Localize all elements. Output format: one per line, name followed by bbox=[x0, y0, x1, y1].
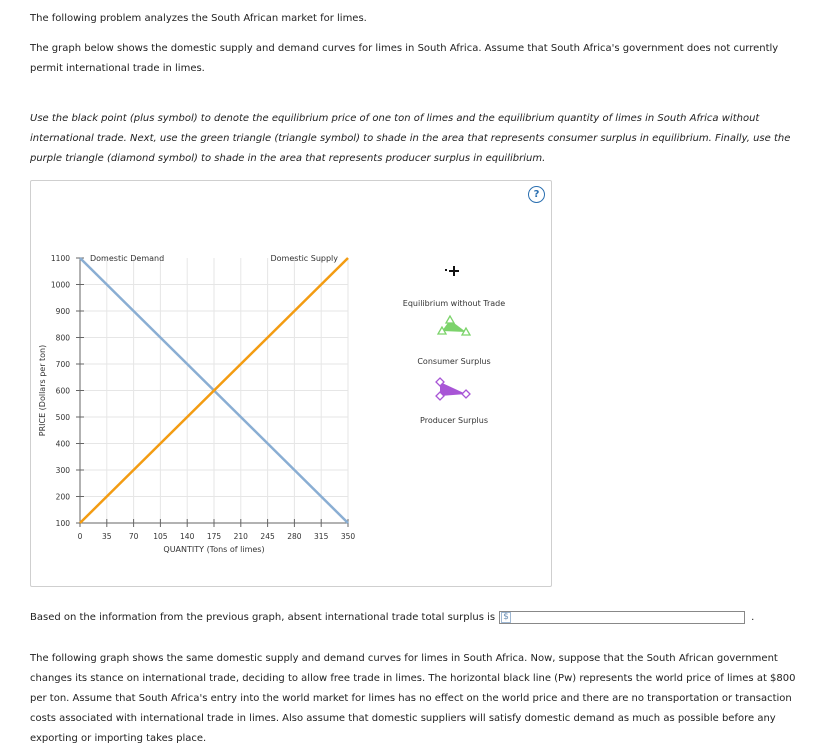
consumer-surplus-tool-label: Consumer Surplus bbox=[417, 357, 491, 366]
triangle-vertex-icon bbox=[446, 316, 454, 323]
currency-symbol: $ bbox=[503, 612, 509, 622]
x-tick-label: 105 bbox=[153, 532, 168, 541]
y-tick-label: 700 bbox=[55, 360, 70, 369]
x-tick-label: 315 bbox=[314, 532, 329, 541]
equilibrium-dot-icon bbox=[445, 269, 447, 271]
x-tick-label: 210 bbox=[233, 532, 248, 541]
x-tick-label: 245 bbox=[260, 532, 275, 541]
question-suffix: . bbox=[751, 612, 755, 623]
followup-text: The following graph shows the same domestic supply and demand curves for limes in South Africa. Now, suppose that the South African government changes its stance on international trade, deciding to allow free trade in limes. The horizontal black line (Pw) represents the world price of limes at $800 per ton. Assume that South Africa's entry into the world market for limes has no effect on the world price and there are no transportation or transaction costs associated with international trade in limes. Also assume that domestic suppliers will satisfy domestic demand as much as possible before any exporting or importing takes place. bbox=[30, 653, 796, 744]
x-axis-label: QUANTITY (Tons of limes) bbox=[163, 545, 265, 554]
y-tick-label: 200 bbox=[55, 492, 70, 502]
equilibrium-tool-label: Equilibrium without Trade bbox=[402, 299, 506, 308]
graph-intro-text: The graph below shows the domestic supply and demand curves for limes in South Africa. Assume that South Africa's government does not currently permit international trade in limes. bbox=[30, 43, 779, 74]
y-tick-label: 1100 bbox=[50, 254, 70, 263]
x-tick-label: 35 bbox=[102, 532, 112, 541]
instructions-text: Use the black point (plus symbol) to denote the equilibrium price of one ton of limes and the equilibrium quantity of limes in South Africa without international trade. Next, use the green triangle (triangle symbol) to shade in the area that represents consumer surplus in equilibrium. Finally, use the purple triangle (diamond symbol) to shade in the area that represents producer surplus in equilibrium. bbox=[30, 113, 791, 164]
y-tick-label: 400 bbox=[55, 439, 70, 449]
supply-demand-chart[interactable] bbox=[31, 181, 551, 586]
x-tick-label: 350 bbox=[340, 532, 356, 541]
x-tick-label: 70 bbox=[128, 532, 139, 541]
y-tick-label: 900 bbox=[55, 307, 70, 316]
y-axis-label: PRICE (Dollars per ton) bbox=[38, 344, 47, 437]
y-tick-label: 800 bbox=[55, 333, 70, 343]
y-tick-label: 500 bbox=[55, 413, 70, 422]
total-surplus-field[interactable] bbox=[499, 611, 745, 624]
y-tick-label: 600 bbox=[55, 386, 70, 396]
y-tick-label: 300 bbox=[55, 466, 70, 475]
equilibrium-plus-icon[interactable] bbox=[449, 266, 459, 276]
producer-surplus-tool-label: Producer Surplus bbox=[420, 416, 488, 425]
x-tick-label: 140 bbox=[180, 532, 195, 541]
y-tick-label: 100 bbox=[55, 519, 70, 528]
question-prefix: Based on the information from the previous graph, absent international trade total surplus is bbox=[30, 612, 496, 623]
x-tick-label: 0 bbox=[77, 532, 83, 541]
demand-label: Domestic Demand bbox=[90, 254, 165, 263]
diamond-vertex-icon bbox=[462, 390, 470, 398]
y-tick-label: 1000 bbox=[50, 280, 70, 290]
intro-text: The following problem analyzes the South African market for limes. bbox=[30, 13, 367, 24]
x-tick-label: 175 bbox=[206, 532, 222, 541]
total-surplus-input[interactable] bbox=[513, 613, 744, 623]
supply-label: Domestic Supply bbox=[270, 254, 338, 263]
help-icon[interactable]: ? bbox=[528, 186, 545, 203]
question-line bbox=[30, 611, 754, 624]
x-tick-label: 280 bbox=[287, 532, 302, 541]
graph-panel bbox=[30, 180, 552, 587]
